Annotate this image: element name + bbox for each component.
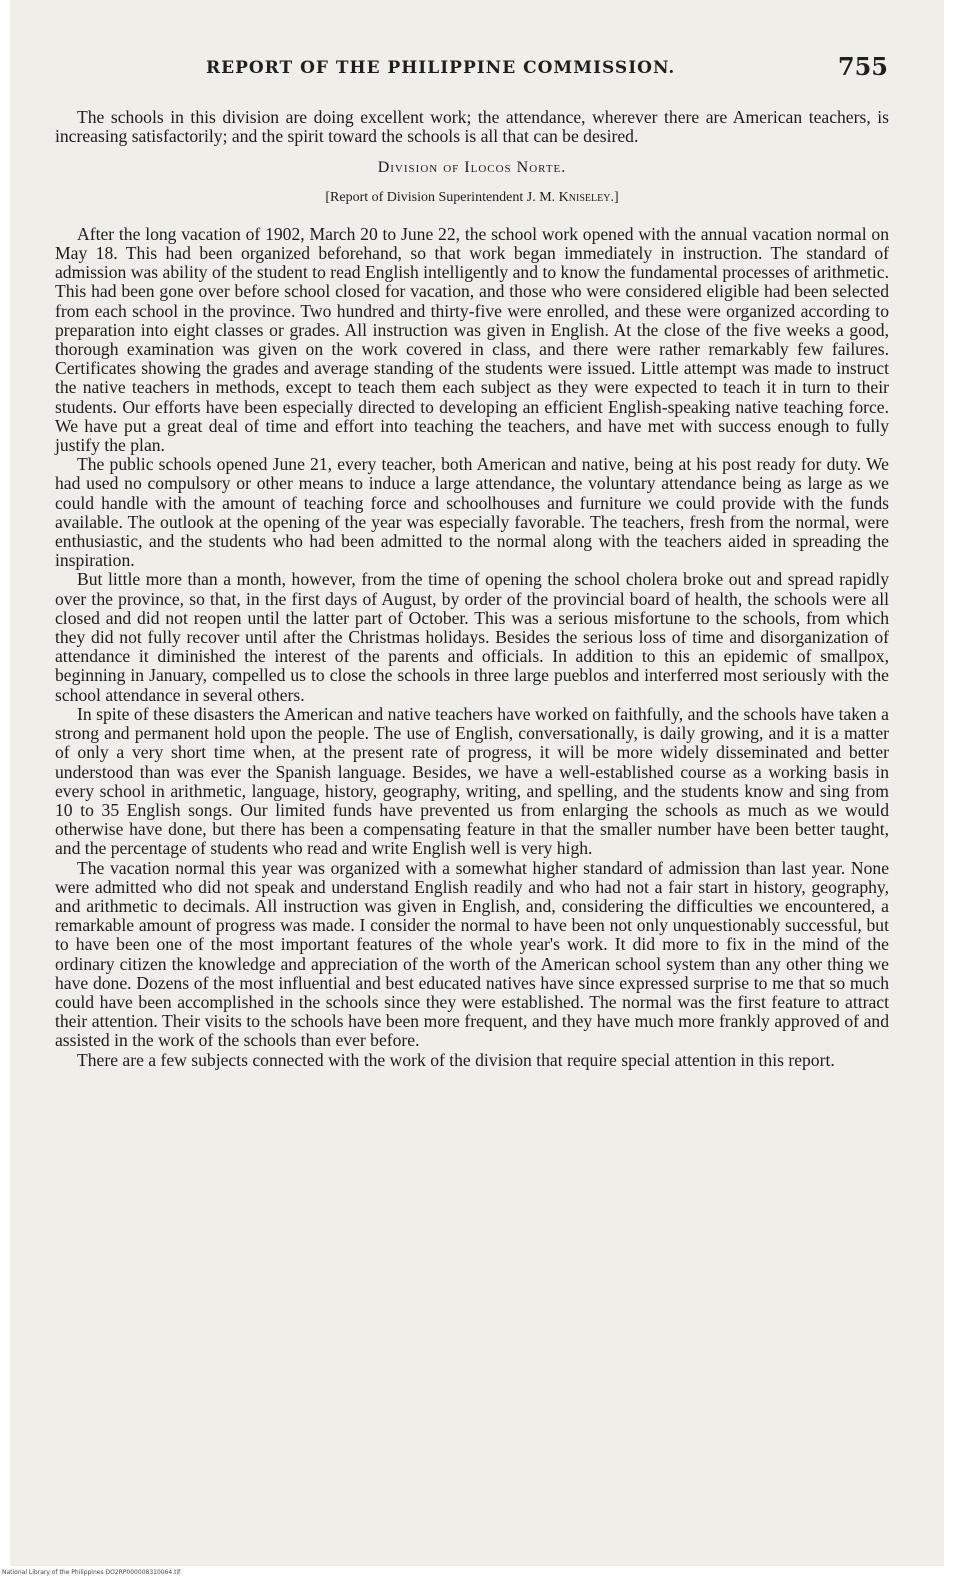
document-page [10, 0, 944, 1566]
page-content [55, 108, 889, 1070]
page-number: 755 [837, 52, 888, 81]
paragraph-cholera: But little more than a month, however, from the time of opening the school cholera broke out and spread rapidly over the province, so that, in the first days of August, by order of the provincial board of health, the schools were all closed and did not reopen until the latter part of October. This was a serious misfortune to the schools, from which they did not fully recover until after the Christmas holidays. Besides the serious loss of time and disorganization of attendance it diminished the interest of the parents and officials. In addition to this an epidemic of smallpox, beginning in January, compelled us to close the schools in three large pueblos and interferred most seriously with the school attendance in several others. [55, 569, 889, 705]
paragraph-disasters: In spite of these disasters the American and native teachers have worked on faithfully, and the schools have taken a strong and permanent hold upon the people. The use of English, conversationally, is daily growing, and it is a matter of only a very short time when, at the present rate of progress, it will be more widely disseminated and better understood than was ever the Spanish language. Besides, we have a well-established course as a working basis in every school in arithmetic, language, history, geography, writing, and spelling, and the students know and sing from 10 to 35 English songs. Our limited funds have prevented us from enlarging the schools as much as we would otherwise have done, but there has been a compensating feature in that the smaller number have been better taught, and the percentage of students who read and write English well is very high. [55, 703, 889, 859]
paragraph-public-schools-opened: The public schools opened June 21, every teacher, both American and native, being at his post ready for duty. We had used no compulsory or other means to induce a large attendance, the voluntary attendance being as large as we could handle with the amount of teaching force and schoolhouses and furniture we could provide with the funds available. The outlook at the opening of the year was especially favorable. The teachers, fresh from the normal, were enthusiastic, and the students who had been admitted to the normal along with the teachers aided in spreading the inspiration. [55, 454, 889, 571]
report-attribution [55, 188, 889, 207]
paragraph-vacation-normal: After the long vacation of 1902, March 20 to June 22, the school work opened with the annual vacation normal on May 18. This had been organized beforehand, so that work began immediately in instruction. The standard of admission was ability of the student to read English intelligently and to know the fundamental processes of arithmetic. This had been gone over before school closed for vacation, and those who were considered eligible had been selected from each school in the province. Two hundred and thirty-five were enrolled, and these were organized according to preparation into eight classes or grades. All instruction was given in English. At the close of the five weeks a good, thorough examination was given on the work covered in class, and there were rather remarkably few failures. Certificates showing the grades and average standing of the students were issued. Little attempt was made to instruct the native teachers in methods, except to teach them each subject as they were expected to teach it in turn to their students. Our efforts have been especially directed to developing an efficient English-speaking native teaching force. We have put a great deal of time and effort into teaching the teachers, and have met with success enough to fully justify the plan. [55, 223, 889, 456]
running-title: REPORT OF THE PHILIPPINE COMMISSION. [206, 58, 676, 78]
report-prefix: [Report of Division Superintendent J. M. [325, 189, 556, 205]
division-heading: Division of Ilocos Norte. [377, 159, 567, 177]
intro-paragraph: The schools in this division are doing excellent work; the attendance, wherever there are American teachers, is increasing satisfactorily; and the spirit toward the schools is all that can be desired. [55, 107, 889, 147]
scan-credit: National Library of the Philippines DO2RP000008310064.tif [2, 1569, 181, 1576]
running-head [206, 52, 888, 81]
paragraph-normal-this-year: The vacation normal this year was organized with a somewhat higher standard of admission than last year. None were admitted who did not speak and understand English readily and who had not a fair start in history, geography, and arithmetic to decimals. All instruction was given in English, and, considering the difficulties we encountered, a remarkable amount of progress was made. I consider the normal to have been not only unquestionably successful, but to have been one of the most important features of the whole year's work. It did more to fix in the mind of the ordinary citizen the knowledge and appreciation of the worth of the American school system than any other thing we have done. Dozens of the most influential and best educated natives have since expressed surprise to me that so much could have been accomplished in the schools since they were established. The normal was the first feature to attract their attention. Their visits to the schools have been more frequent, and they have much more frankly approved of and assisted in the work of the schools than ever before. [55, 857, 889, 1051]
paragraph-special-subjects: There are a few subjects connected with the work of the division that require special attention in this report. [77, 1049, 835, 1070]
report-author-name: Kniseley [558, 189, 611, 205]
report-suffix: .] [610, 189, 619, 205]
